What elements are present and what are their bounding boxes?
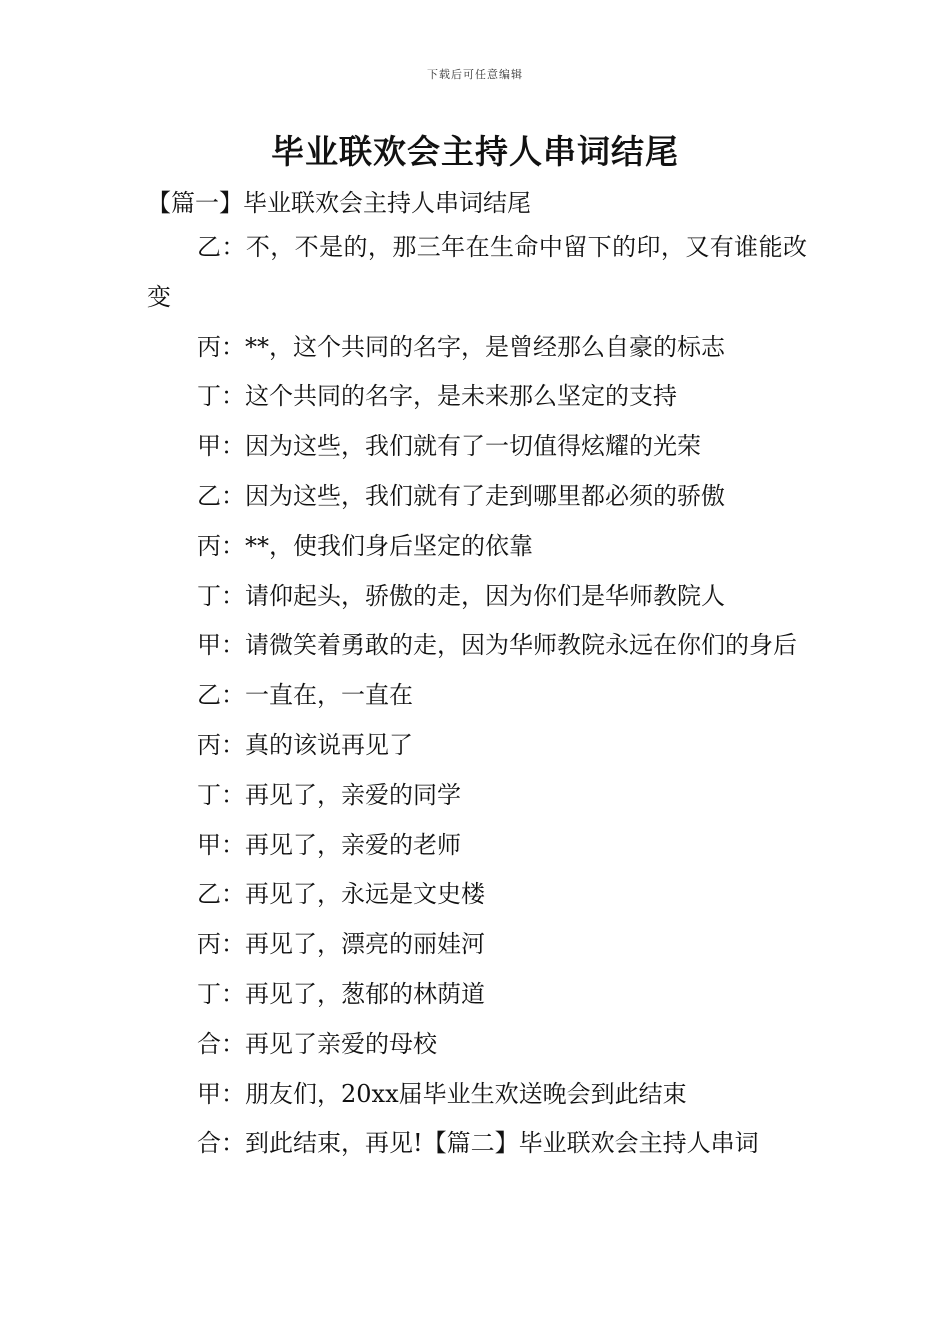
dialogue-line: 合：再见了亲爱的母校	[197, 1029, 437, 1058]
dialogue-line: 甲：再见了，亲爱的老师	[197, 830, 461, 859]
dialogue-line: 丁：再见了，亲爱的同学	[197, 780, 461, 809]
dialogue-line: 甲：请微笑着勇敢的走，因为华师教院永远在你们的身后	[197, 631, 797, 660]
dialogue-line: 乙：再见了，永远是文史楼	[197, 880, 485, 909]
body-text	[147, 223, 807, 1169]
dialogue-line: 丙：真的该说再见了	[197, 730, 413, 759]
dialogue-line: 丁：这个共同的名字，是未来那么坚定的支持	[197, 382, 677, 411]
dialogue-line: 甲：因为这些，我们就有了一切值得炫耀的光荣	[197, 432, 701, 461]
dialogue-line: 丁：再见了，葱郁的林荫道	[197, 979, 485, 1008]
section-heading: 【篇一】毕业联欢会主持人串词结尾	[147, 189, 531, 217]
dialogue-line: 甲：朋友们，20xx届毕业生欢送晚会到此结束	[197, 1079, 687, 1108]
document-title: 毕业联欢会主持人串词结尾	[271, 132, 679, 171]
dialogue-line: 丙：再见了，漂亮的丽娃河	[197, 930, 485, 959]
dialogue-line: 乙：不，不是的，那三年在生命中留下的印，又有谁能改变	[147, 233, 807, 311]
dialogue-line: 丙：**，这个共同的名字，是曾经那么自豪的标志	[197, 332, 725, 361]
dialogue-line: 乙：因为这些，我们就有了走到哪里都必须的骄傲	[197, 481, 725, 510]
dialogue-line: 合：到此结束，再见!【篇二】毕业联欢会主持人串词	[197, 1129, 759, 1158]
header-note: 下载后可任意编辑	[427, 68, 523, 81]
dialogue-line: 丁：请仰起头，骄傲的走，因为你们是华师教院人	[197, 581, 725, 610]
dialogue-line: 乙：一直在，一直在	[197, 681, 413, 710]
dialogue-line: 丙：**，使我们身后坚定的依靠	[197, 531, 533, 560]
